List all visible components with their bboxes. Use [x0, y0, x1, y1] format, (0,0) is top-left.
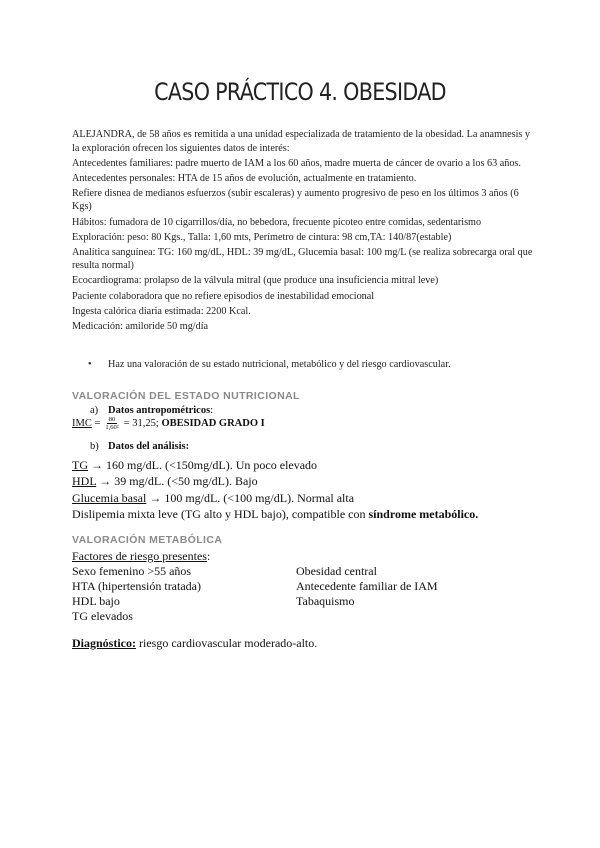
hdl-label: HDL: [72, 474, 97, 489]
risk-factor-item: Sexo femenino >55 años: [72, 563, 192, 578]
case-dyspnea: Refiere disnea de medianos esfuerzos (subir escaleras) y aumento progresivo de peso en los últimos 3 años (6 Kgs): [72, 187, 519, 213]
risk-factors-title: Factores de riesgo presentes: [72, 549, 207, 563]
case-patient: Paciente colaboradora que no refiere episodios de inestabilidad emocional: [72, 290, 375, 302]
imc-label: IMC: [72, 418, 92, 429]
hdl-text: → 39 mg/dL. (<50 mg/dL). Bajo: [96, 474, 258, 489]
dyslipidemia-text: Dislipemia mixta leve (TG alto y HDL bajo), compatible con: [72, 506, 369, 521]
case-intro: ALEJANDRA, de 58 años es remitida a una unidad especializada de tratamiento de la obesidad. La anamnesis y la exploración ofrecen los siguientes datos de interés:: [72, 129, 531, 154]
subsection-anthropometric: [90, 405, 213, 416]
heading-nutritional: VALORACIÓN DEL ESTADO NUTRICIONAL: [72, 390, 300, 402]
case-intake: Ingesta calórica diaria estimada: 2200 Kcal.: [72, 305, 251, 317]
subsection-b-label: b): [90, 441, 99, 452]
imc-denominator: 1,60²: [105, 424, 119, 431]
risk-factor-item: HTA (hipertensión tratada): [72, 578, 201, 593]
case-blood-test: Analítica sanguínea: TG: 160 mg/dL, HDL: 39 mg/dL, Glucemia basal: 100 mg/L (se realiza sobrecarga oral que resulta normal): [72, 246, 533, 272]
imc-fraction: [103, 416, 120, 431]
subsection-a-title: Datos antropométricos: [108, 405, 211, 416]
analysis-results: [72, 457, 542, 522]
case-medication: Medicación: amiloride 50 mg/día: [72, 320, 209, 332]
subsection-analysis: [90, 441, 189, 452]
dyslipidemia-bold: síndrome metabólico.: [368, 506, 479, 521]
risk-factor-row: [72, 579, 542, 594]
risk-factor-item: Tabaquismo: [296, 593, 355, 608]
diagnosis-text: riesgo cardiovascular moderado-alto.: [136, 636, 318, 650]
risk-factor-item: TG elevados: [72, 608, 133, 623]
risk-factor-item: Antecedente familiar de IAM: [296, 578, 438, 593]
case-description: [72, 128, 534, 335]
case-personal-history: Antecedentes personales: HTA de 15 años de evolución, actualmente en tratamiento.: [72, 172, 417, 184]
dyslipidemia-line: [72, 506, 542, 522]
diagnosis: [72, 636, 317, 651]
risk-factor-item: HDL bajo: [72, 593, 120, 608]
glucose-text: → 100 mg/dL. (<100 mg/dL). Normal alta: [146, 490, 355, 505]
subsection-a-colon: :: [210, 405, 214, 416]
subsection-b-title: Datos del análisis:: [108, 441, 190, 452]
glucose-line: [72, 490, 542, 506]
risk-factors: [72, 549, 542, 624]
heading-metabolic: VALORACIÓN METABÓLICA: [72, 534, 223, 546]
task-bullet: [88, 358, 528, 372]
risk-factors-title-line: [72, 549, 542, 564]
case-exam: Exploración: peso: 80 Kgs., Talla: 1,60 mts, Perímetro de cintura: 98 cm,TA: 140/87(estable): [72, 231, 452, 243]
imc-formula: [72, 416, 265, 431]
tg-text: → 160 mg/dL. (<150mg/dL). Un poco elevado: [88, 458, 318, 472]
bullet-icon: •: [88, 359, 92, 370]
case-family-history: Antecedentes familiares: padre muerto de IAM a los 60 años, madre muerta de cáncer de ovario a los 63 años.: [72, 157, 521, 169]
risk-factor-item: Obesidad central: [296, 563, 377, 578]
imc-result: = 31,25;: [123, 418, 159, 429]
risk-factor-row: [72, 564, 542, 579]
subsection-a-label: a): [90, 405, 99, 416]
imc-equals: =: [94, 418, 101, 429]
risk-factor-row: [72, 609, 542, 624]
imc-classification: OBESIDAD GRADO I: [161, 418, 265, 429]
risk-factor-row: [72, 594, 542, 609]
task-text: Haz una valoración de su estado nutricional, metabólico y del riesgo cardiovascular.: [108, 359, 451, 370]
tg-line: [72, 457, 542, 473]
risk-factors-colon: :: [206, 549, 211, 563]
glucose-label: Glucemia basal: [72, 490, 147, 505]
case-echocardiogram: Ecocardiograma: prolapso de la válvula mitral (que produce una insuficiencia mitral leve): [72, 275, 439, 287]
hdl-line: [72, 473, 542, 489]
case-habits: Hábitos: fumadora de 10 cigarrillos/día, no bebedora, frecuente picoteo entre comidas, sedentarismo: [72, 216, 482, 228]
imc-numerator: 80: [108, 416, 116, 423]
page-title: CASO PRÁCTICO 4. OBESIDAD: [154, 78, 446, 106]
tg-label: TG: [72, 458, 88, 472]
diagnosis-label: Diagnóstico:: [72, 636, 136, 650]
